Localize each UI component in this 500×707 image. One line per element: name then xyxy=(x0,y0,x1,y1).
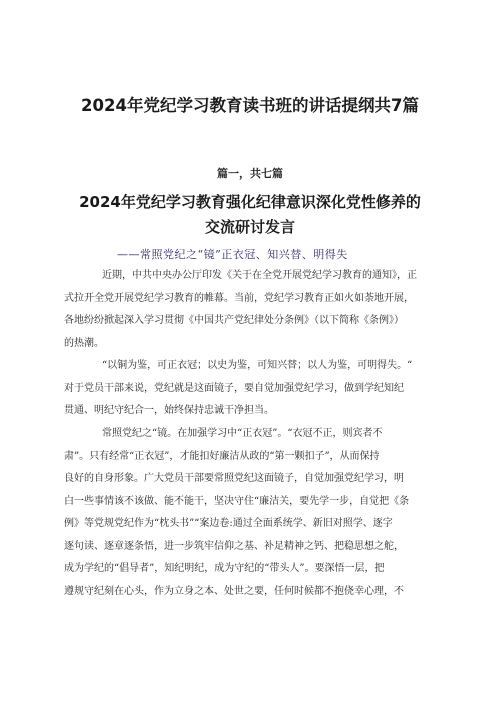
text-line: 的热潮。 xyxy=(64,337,104,349)
article-title: 2024年党纪学习教育强化纪律意识深化党性修养的交流研讨发言 xyxy=(79,193,421,236)
text-line: 良好的自身形象。广大党员干部要常照党纪这面镜子，自觉加强党纪学习，明 xyxy=(64,473,404,484)
text-line: 近期，中共中央办公厅印发《关于在全党开展党纪学习教育的通知》，正 xyxy=(102,270,417,281)
article-subtitle: ——常照党纪之“镜”正衣冠、知兴替、明得失 xyxy=(117,248,348,261)
text-line: 逐句读、逐章逐条悟，进一步筑牢信仰之基、补足精神之钙、把稳思想之舵， xyxy=(64,540,404,552)
text-line: 例》等党规党纪作为“枕头书”“案边卷:通过全面系统学、新旧对照学、逐字 xyxy=(64,518,393,529)
text-line: 成为学纪的“倡导者”，知纪明纪，成为守纪的“带头人”。要深悟一层，把 xyxy=(64,563,385,574)
text-line: 肃”。只有经常“正衣冠”，才能扣好廉洁从政的“第一颗扣子”，从而保持 xyxy=(64,450,380,462)
text-line: 式拉开全党开展党纪学习教育的帷幕。当前，党纪学习教育正如火如荼地开展， xyxy=(64,292,414,304)
text-line: 遵规守纪刻在心头，作为立身之本、处世之要，任何时候都不抱侥幸心理，不 xyxy=(64,585,404,597)
paragraph-1 xyxy=(64,265,446,355)
text-line: 白一些事情该不该做、能不能干，坚决守住“廉洁关，要先学一步，自觉把《条 xyxy=(64,495,410,507)
text-line: 常照党纪之“镜。在加强学习中“正衣冠”。“衣冠不正，则宾者不 xyxy=(102,428,383,439)
section-label: 篇一，共七篇 xyxy=(217,167,283,180)
paragraph-3 xyxy=(64,423,446,603)
document-title: 2024年党纪学习教育读书班的讲话提纲共7篇 xyxy=(81,96,419,115)
text-line: 贯通、明纪守纪合一，始终保持忠诚干净担当。 xyxy=(64,405,274,416)
text-line: “以铜为鉴，可正衣冠；以史为鉴，可知兴替；以人为鉴，可明得失。“ xyxy=(102,360,413,371)
paragraph-2 xyxy=(64,355,446,423)
text-line: 对于党员干部来说，党纪就是这面镜子，要自觉加强党纪学习，做到学纪知纪 xyxy=(64,382,404,394)
text-line: 各地纷纷掀起深入学习贯彻《中国共产党纪律处分条例》（以下简称《条例》） xyxy=(64,315,404,326)
